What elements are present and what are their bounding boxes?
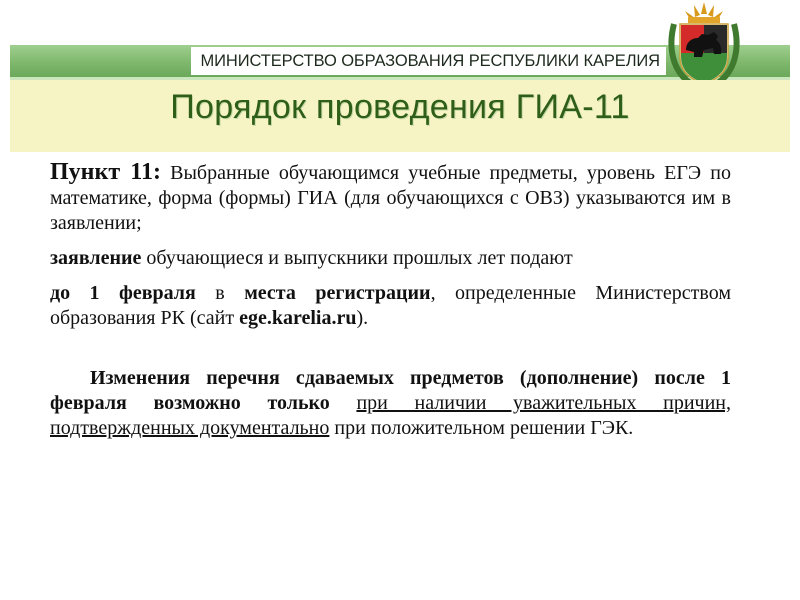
application-text: обучающиеся и выпускники прошлых лет подают (141, 247, 573, 269)
ministry-name: МИНИСТЕРСТВО ОБРАЗОВАНИЯ РЕСПУБЛИКИ КАРЕЛИЯ (191, 47, 666, 75)
paragraph-punkt-11 (50, 160, 731, 236)
deadline-text-3: ). (356, 307, 369, 329)
changes-underlined-text: при наличии уважительных причин, подтвержденных документально (50, 392, 732, 439)
paragraph-deadline (50, 281, 731, 331)
punkt-text: Выбранные обучающимся учебные предметы, уровень ЕГЭ по математике, форма (формы) ГИА (для обучающихся с ОВЗ) указываются им в заявлении; (50, 162, 731, 234)
application-keyword: заявление (50, 247, 142, 269)
deadline-text-2: , определенные Министерством образования РК (сайт (50, 282, 731, 329)
paragraph-changes (50, 366, 731, 441)
main-content (50, 160, 731, 441)
deadline-text-1: в (195, 282, 245, 304)
karelia-coat-of-arms-icon (666, 2, 742, 88)
changes-text: при положительном решении ГЭК. (329, 417, 634, 439)
punkt-label: Пункт 11: (50, 159, 161, 185)
changes-bold-text: Изменения перечня сдаваемых предметов (дополнение) после 1 февраля возможно только (50, 367, 731, 414)
page-title: Порядок проведения ГИА-11 (170, 88, 630, 126)
deadline-date: до 1 февраля (50, 282, 196, 304)
registration-places: места регистрации (244, 282, 431, 304)
site-link[interactable]: ege.karelia.ru (239, 307, 357, 329)
paragraph-application (50, 246, 731, 271)
